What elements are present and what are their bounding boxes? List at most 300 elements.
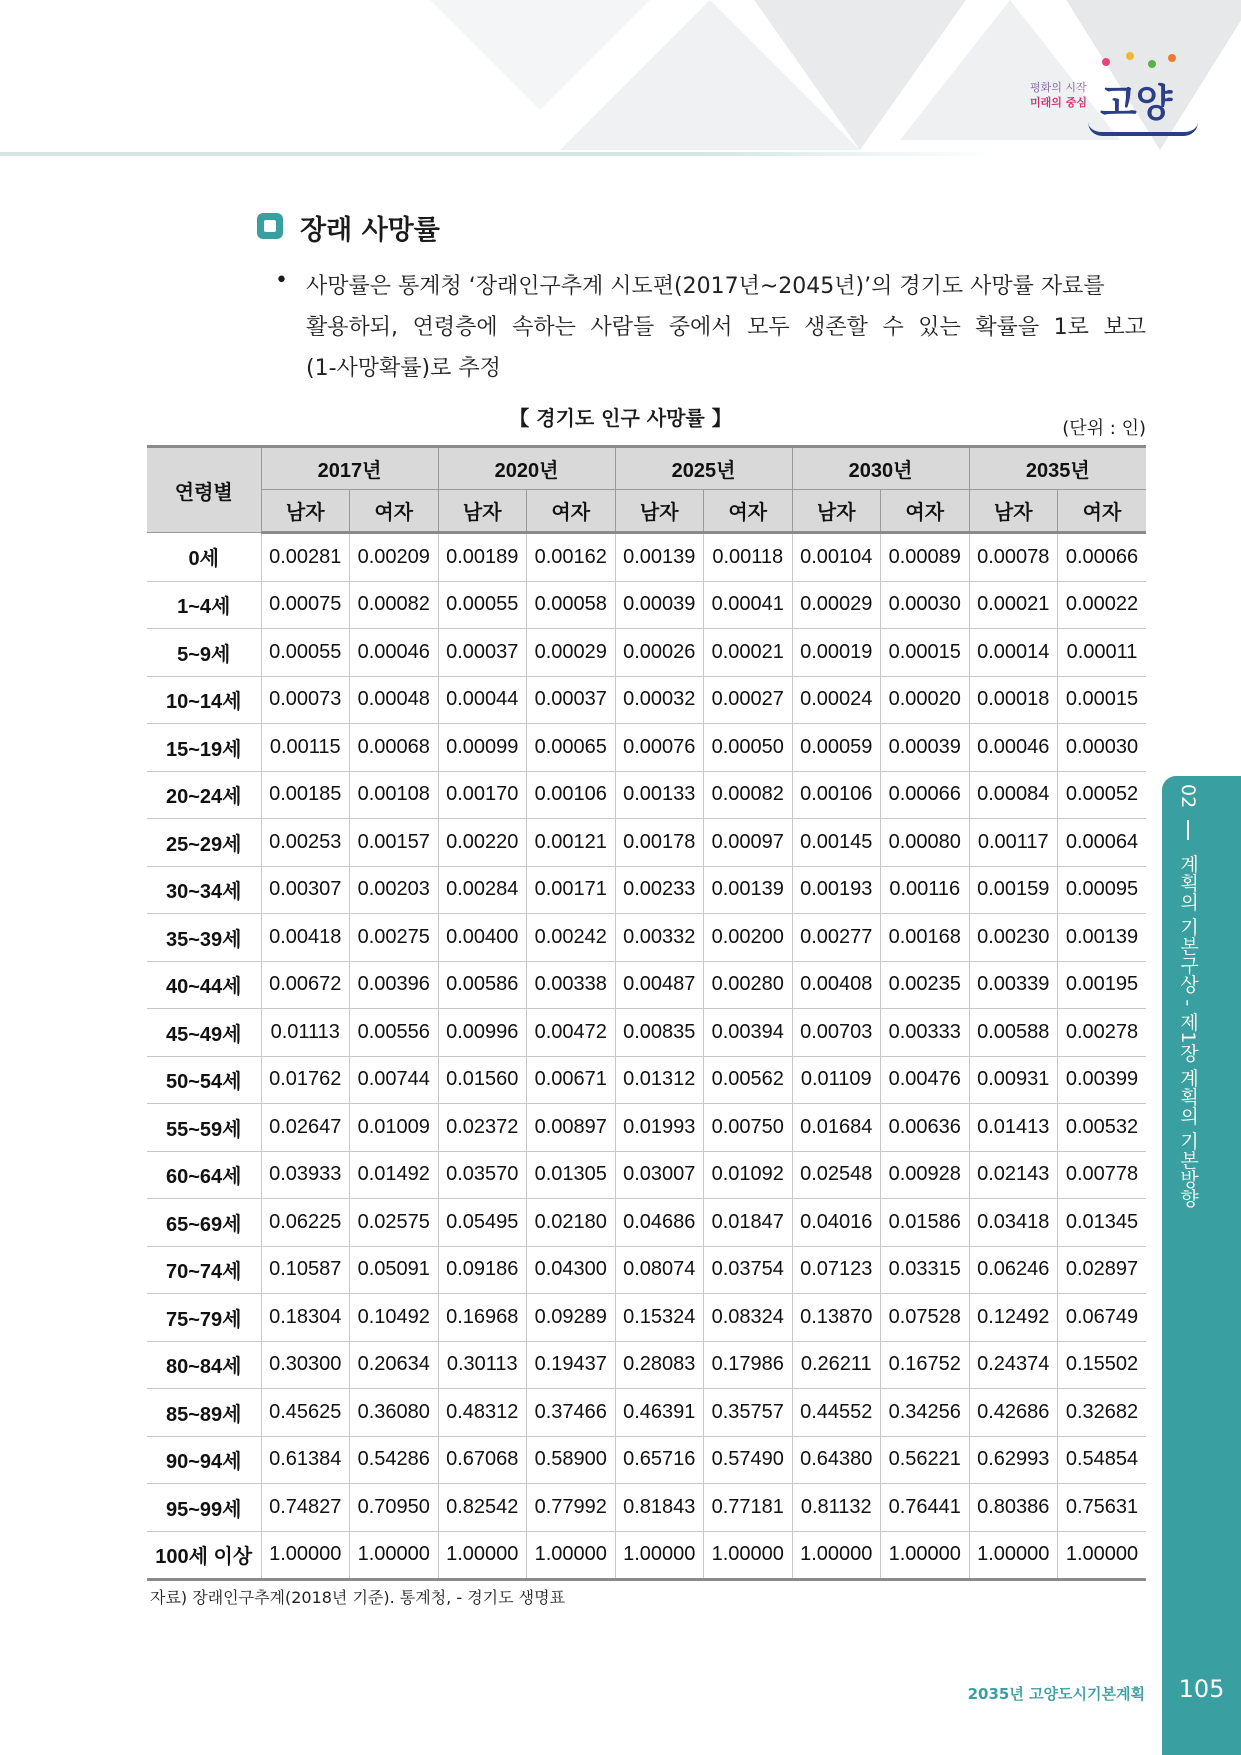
section-square-icon <box>257 213 283 239</box>
rate-cell: 0.56221 <box>881 1436 970 1484</box>
rate-cell: 0.00065 <box>527 724 616 772</box>
table-row <box>147 1389 1146 1437</box>
rate-cell: 0.03933 <box>261 1151 350 1199</box>
rate-cell: 0.00055 <box>261 629 350 677</box>
rate-cell: 0.03570 <box>438 1151 527 1199</box>
rate-cell: 0.77992 <box>527 1484 616 1532</box>
rate-cell: 0.00020 <box>881 676 970 724</box>
rate-cell: 0.00307 <box>261 866 350 914</box>
rate-cell: 0.54854 <box>1058 1436 1147 1484</box>
age-group-cell: 50~54세 <box>147 1056 261 1104</box>
rate-cell: 0.00280 <box>704 961 793 1009</box>
age-group-cell: 30~34세 <box>147 866 261 914</box>
rate-cell: 0.00029 <box>527 629 616 677</box>
page-number: 105 <box>1178 1675 1225 1703</box>
table-row <box>147 961 1146 1009</box>
rate-cell: 0.48312 <box>438 1389 527 1437</box>
table-row <box>147 914 1146 962</box>
table-subheader-row <box>147 490 1146 533</box>
rate-cell: 0.00099 <box>438 724 527 772</box>
rate-cell: 0.02647 <box>261 1104 350 1152</box>
rate-cell: 0.00636 <box>881 1104 970 1152</box>
rate-cell: 0.64380 <box>792 1436 881 1484</box>
rate-cell: 0.00064 <box>1058 819 1147 867</box>
rate-cell: 0.00030 <box>881 581 970 629</box>
rate-cell: 0.06749 <box>1058 1294 1147 1342</box>
rate-cell: 0.00024 <box>792 676 881 724</box>
rate-cell: 0.04016 <box>792 1199 881 1247</box>
rate-cell: 0.36080 <box>350 1389 439 1437</box>
rate-cell: 0.00078 <box>969 533 1058 582</box>
rate-cell: 0.76441 <box>881 1484 970 1532</box>
rate-cell: 0.12492 <box>969 1294 1058 1342</box>
rate-cell: 0.18304 <box>261 1294 350 1342</box>
rate-cell: 0.00394 <box>704 1009 793 1057</box>
table-row <box>147 581 1146 629</box>
rate-cell: 0.02897 <box>1058 1246 1147 1294</box>
age-group-cell: 5~9세 <box>147 629 261 677</box>
age-column-header: 연령별 <box>147 447 261 533</box>
rate-cell: 0.00139 <box>704 866 793 914</box>
rate-cell: 0.00277 <box>792 914 881 962</box>
rate-cell: 0.00076 <box>615 724 704 772</box>
rate-cell: 0.44552 <box>792 1389 881 1437</box>
rate-cell: 0.80386 <box>969 1484 1058 1532</box>
rate-cell: 0.00082 <box>350 581 439 629</box>
rate-cell: 0.02372 <box>438 1104 527 1152</box>
male-header: 남자 <box>438 490 527 533</box>
rate-cell: 0.00672 <box>261 961 350 1009</box>
rate-cell: 0.15324 <box>615 1294 704 1342</box>
rate-cell: 0.06225 <box>261 1199 350 1247</box>
rate-cell: 0.00703 <box>792 1009 881 1057</box>
rate-cell: 0.00333 <box>881 1009 970 1057</box>
rate-cell: 0.00281 <box>261 533 350 582</box>
rate-cell: 0.02575 <box>350 1199 439 1247</box>
year-header: 2025년 <box>615 447 792 490</box>
age-group-cell: 0세 <box>147 533 261 582</box>
rate-cell: 0.58900 <box>527 1436 616 1484</box>
rate-cell: 0.08324 <box>704 1294 793 1342</box>
rate-cell: 0.05495 <box>438 1199 527 1247</box>
rate-cell: 0.65716 <box>615 1436 704 1484</box>
rate-cell: 0.00139 <box>615 533 704 582</box>
table-unit: (단위 : 인) <box>1062 418 1146 439</box>
chapter-title: 계획의 기본구상 - 제1장 계획의 기본방향 <box>1177 854 1199 1208</box>
rate-cell: 0.00095 <box>1058 866 1147 914</box>
paragraph-line: (1-사망확률)로 추정 <box>306 356 501 381</box>
rate-cell: 1.00000 <box>615 1531 704 1580</box>
rate-cell: 0.00118 <box>704 533 793 582</box>
year-header: 2035년 <box>969 447 1146 490</box>
rate-cell: 0.61384 <box>261 1436 350 1484</box>
rate-cell: 0.00068 <box>350 724 439 772</box>
rate-cell: 0.07123 <box>792 1246 881 1294</box>
age-group-cell: 45~49세 <box>147 1009 261 1057</box>
table-row <box>147 771 1146 819</box>
rate-cell: 0.01413 <box>969 1104 1058 1152</box>
rate-cell: 0.00027 <box>704 676 793 724</box>
rate-cell: 0.00021 <box>704 629 793 677</box>
rate-cell: 0.00022 <box>1058 581 1147 629</box>
rate-cell: 0.01560 <box>438 1056 527 1104</box>
male-header: 남자 <box>261 490 350 533</box>
table-row <box>147 676 1146 724</box>
rate-cell: 0.05091 <box>350 1246 439 1294</box>
rate-cell: 0.00332 <box>615 914 704 962</box>
rate-cell: 0.01847 <box>704 1199 793 1247</box>
table-row <box>147 1436 1146 1484</box>
rate-cell: 0.00220 <box>438 819 527 867</box>
rate-cell: 0.09186 <box>438 1246 527 1294</box>
rate-cell: 0.01586 <box>881 1199 970 1247</box>
rate-cell: 0.00015 <box>881 629 970 677</box>
rate-cell: 0.00157 <box>350 819 439 867</box>
rate-cell: 0.00400 <box>438 914 527 962</box>
table-title: 【 경기도 인구 사망률 】 <box>509 406 732 430</box>
logo-dot <box>1148 60 1156 68</box>
rate-cell: 0.00032 <box>615 676 704 724</box>
rate-cell: 0.00897 <box>527 1104 616 1152</box>
rate-cell: 0.00106 <box>792 771 881 819</box>
rate-cell: 0.00253 <box>261 819 350 867</box>
logo-swoosh <box>1088 122 1198 136</box>
table-row <box>147 1199 1146 1247</box>
rate-cell: 0.01762 <box>261 1056 350 1104</box>
rate-cell: 0.00133 <box>615 771 704 819</box>
rate-cell: 0.00338 <box>527 961 616 1009</box>
rate-cell: 0.00418 <box>261 914 350 962</box>
rate-cell: 0.20634 <box>350 1341 439 1389</box>
table-row <box>147 1531 1146 1580</box>
rate-cell: 0.15502 <box>1058 1341 1147 1389</box>
rate-cell: 0.03315 <box>881 1246 970 1294</box>
logo-dot <box>1126 52 1134 60</box>
logo-brand-text: 고양 <box>1100 81 1172 125</box>
rate-cell: 0.81132 <box>792 1484 881 1532</box>
rate-cell: 0.00230 <box>969 914 1058 962</box>
rate-cell: 0.75631 <box>1058 1484 1147 1532</box>
rate-cell: 0.00159 <box>969 866 1058 914</box>
age-group-cell: 75~79세 <box>147 1294 261 1342</box>
rate-cell: 0.03754 <box>704 1246 793 1294</box>
rate-cell: 0.13870 <box>792 1294 881 1342</box>
rate-cell: 0.00139 <box>1058 914 1147 962</box>
logo-slogan-line1: 평화의 시작 <box>1030 81 1087 94</box>
rate-cell: 0.00193 <box>792 866 881 914</box>
rate-cell: 0.81843 <box>615 1484 704 1532</box>
rate-cell: 0.16752 <box>881 1341 970 1389</box>
rate-cell: 0.10587 <box>261 1246 350 1294</box>
rate-cell: 0.00026 <box>615 629 704 677</box>
rate-cell: 0.00744 <box>350 1056 439 1104</box>
rate-cell: 0.00029 <box>792 581 881 629</box>
table-row <box>147 533 1146 582</box>
rate-cell: 0.00073 <box>261 676 350 724</box>
rate-cell: 0.57490 <box>704 1436 793 1484</box>
rate-cell: 0.00532 <box>1058 1104 1147 1152</box>
age-group-cell: 1~4세 <box>147 581 261 629</box>
year-header: 2017년 <box>261 447 438 490</box>
rate-cell: 0.00018 <box>969 676 1058 724</box>
rate-cell: 1.00000 <box>792 1531 881 1580</box>
rate-cell: 1.00000 <box>261 1531 350 1580</box>
age-group-cell: 15~19세 <box>147 724 261 772</box>
rate-cell: 0.45625 <box>261 1389 350 1437</box>
rate-cell: 0.00233 <box>615 866 704 914</box>
rate-cell: 0.77181 <box>704 1484 793 1532</box>
rate-cell: 0.00472 <box>527 1009 616 1057</box>
rate-cell: 0.00052 <box>1058 771 1147 819</box>
rate-cell: 0.02180 <box>527 1199 616 1247</box>
table-row <box>147 629 1146 677</box>
female-header: 여자 <box>527 490 616 533</box>
rate-cell: 0.01113 <box>261 1009 350 1057</box>
table-row <box>147 1484 1146 1532</box>
logo-slogan <box>1030 80 1087 110</box>
rate-cell: 0.00588 <box>969 1009 1058 1057</box>
rate-cell: 0.08074 <box>615 1246 704 1294</box>
age-group-cell: 10~14세 <box>147 676 261 724</box>
rate-cell: 0.01109 <box>792 1056 881 1104</box>
rate-cell: 0.00015 <box>1058 676 1147 724</box>
age-group-cell: 40~44세 <box>147 961 261 1009</box>
description-paragraph <box>306 266 1146 389</box>
age-group-cell: 85~89세 <box>147 1389 261 1437</box>
rate-cell: 0.00089 <box>881 533 970 582</box>
rate-cell: 0.00121 <box>527 819 616 867</box>
rate-cell: 0.37466 <box>527 1389 616 1437</box>
rate-cell: 0.00048 <box>350 676 439 724</box>
rate-cell: 0.00014 <box>969 629 1058 677</box>
rate-cell: 0.03007 <box>615 1151 704 1199</box>
rate-cell: 0.00059 <box>792 724 881 772</box>
rate-cell: 0.26211 <box>792 1341 881 1389</box>
rate-cell: 0.04300 <box>527 1246 616 1294</box>
rate-cell: 0.34256 <box>881 1389 970 1437</box>
table-row <box>147 1246 1146 1294</box>
rate-cell: 0.00408 <box>792 961 881 1009</box>
rate-cell: 0.00487 <box>615 961 704 1009</box>
age-group-cell: 65~69세 <box>147 1199 261 1247</box>
rate-cell: 0.00835 <box>615 1009 704 1057</box>
rate-cell: 0.00055 <box>438 581 527 629</box>
rate-cell: 0.00106 <box>527 771 616 819</box>
rate-cell: 0.00931 <box>969 1056 1058 1104</box>
rate-cell: 0.07528 <box>881 1294 970 1342</box>
rate-cell: 0.00019 <box>792 629 881 677</box>
logo-dot <box>1102 58 1110 66</box>
rate-cell: 0.74827 <box>261 1484 350 1532</box>
rate-cell: 0.19437 <box>527 1341 616 1389</box>
year-header: 2020년 <box>438 447 615 490</box>
age-group-cell: 55~59세 <box>147 1104 261 1152</box>
rate-cell: 0.00235 <box>881 961 970 1009</box>
rate-cell: 0.00115 <box>261 724 350 772</box>
rate-cell: 0.02143 <box>969 1151 1058 1199</box>
rate-cell: 0.00168 <box>881 914 970 962</box>
rate-cell: 0.00046 <box>969 724 1058 772</box>
rate-cell: 0.00556 <box>350 1009 439 1057</box>
rate-cell: 0.00097 <box>704 819 793 867</box>
table-row <box>147 1056 1146 1104</box>
rate-cell: 0.70950 <box>350 1484 439 1532</box>
table-header-row <box>147 447 1146 490</box>
source-note: 자료) 장래인구추계(2018년 기준). 통계청, - 경기도 생명표 <box>150 1588 566 1607</box>
rate-cell: 0.00396 <box>350 961 439 1009</box>
rate-cell: 0.01092 <box>704 1151 793 1199</box>
rate-cell: 0.01305 <box>527 1151 616 1199</box>
rate-cell: 1.00000 <box>704 1531 793 1580</box>
rate-cell: 0.00050 <box>704 724 793 772</box>
rate-cell: 0.00928 <box>881 1151 970 1199</box>
rate-cell: 0.03418 <box>969 1199 1058 1247</box>
rate-cell: 0.06246 <box>969 1246 1058 1294</box>
rate-cell: 0.30300 <box>261 1341 350 1389</box>
rate-cell: 0.67068 <box>438 1436 527 1484</box>
goyang-logo <box>1030 50 1190 135</box>
paragraph-line: 사망률은 통계청 ‘장래인구추계 시도편(2017년~2045년)’의 경기도 사망률 자료를 <box>306 274 1105 299</box>
rate-cell: 0.00066 <box>881 771 970 819</box>
rate-cell: 0.00084 <box>969 771 1058 819</box>
female-header: 여자 <box>1058 490 1147 533</box>
chapter-divider <box>1187 820 1189 840</box>
rate-cell: 0.00339 <box>969 961 1058 1009</box>
rate-cell: 0.00037 <box>527 676 616 724</box>
rate-cell: 0.00058 <box>527 581 616 629</box>
rate-cell: 0.00039 <box>615 581 704 629</box>
age-group-cell: 70~74세 <box>147 1246 261 1294</box>
rate-cell: 0.17986 <box>704 1341 793 1389</box>
rate-cell: 0.32682 <box>1058 1389 1147 1437</box>
rate-cell: 0.00242 <box>527 914 616 962</box>
rate-cell: 0.01345 <box>1058 1199 1147 1247</box>
age-group-cell: 90~94세 <box>147 1436 261 1484</box>
rate-cell: 0.02548 <box>792 1151 881 1199</box>
rate-cell: 0.00778 <box>1058 1151 1147 1199</box>
rate-cell: 0.00041 <box>704 581 793 629</box>
female-header: 여자 <box>881 490 970 533</box>
rate-cell: 0.35757 <box>704 1389 793 1437</box>
age-group-cell: 95~99세 <box>147 1484 261 1532</box>
rate-cell: 0.42686 <box>969 1389 1058 1437</box>
header-divider <box>0 152 1000 156</box>
female-header: 여자 <box>350 490 439 533</box>
rate-cell: 0.00117 <box>969 819 1058 867</box>
rate-cell: 1.00000 <box>438 1531 527 1580</box>
rate-cell: 0.00066 <box>1058 533 1147 582</box>
rate-cell: 1.00000 <box>1058 1531 1147 1580</box>
rate-cell: 0.00200 <box>704 914 793 962</box>
table-row <box>147 1151 1146 1199</box>
paragraph-line: 활용하되, 연령층에 속하는 사람들 중에서 모두 생존할 수 있는 확률을 1로 보고 <box>306 315 1146 340</box>
footer-document-title: 2035년 고양도시기본계획 <box>967 1685 1145 1703</box>
rate-cell: 0.01993 <box>615 1104 704 1152</box>
rate-cell: 0.10492 <box>350 1294 439 1342</box>
rate-cell: 0.00037 <box>438 629 527 677</box>
male-header: 남자 <box>792 490 881 533</box>
rate-cell: 0.30113 <box>438 1341 527 1389</box>
year-header: 2030년 <box>792 447 969 490</box>
rate-cell: 0.00039 <box>881 724 970 772</box>
rate-cell: 0.00996 <box>438 1009 527 1057</box>
rate-cell: 0.00278 <box>1058 1009 1147 1057</box>
table-row <box>147 1294 1146 1342</box>
age-group-cell: 100세 이상 <box>147 1531 261 1580</box>
age-group-cell: 60~64세 <box>147 1151 261 1199</box>
rate-cell: 0.00170 <box>438 771 527 819</box>
rate-cell: 0.00171 <box>527 866 616 914</box>
rate-cell: 0.00082 <box>704 771 793 819</box>
table-row <box>147 724 1146 772</box>
rate-cell: 0.01312 <box>615 1056 704 1104</box>
section-title: 장래 사망률 <box>300 215 440 246</box>
rate-cell: 0.00021 <box>969 581 1058 629</box>
chapter-number: 02 <box>1177 784 1199 809</box>
rate-cell: 1.00000 <box>350 1531 439 1580</box>
male-header: 남자 <box>615 490 704 533</box>
rate-cell: 0.28083 <box>615 1341 704 1389</box>
rate-cell: 0.00030 <box>1058 724 1147 772</box>
table-row <box>147 1104 1146 1152</box>
rate-cell: 0.04686 <box>615 1199 704 1247</box>
chapter-side-label <box>1176 784 1202 1208</box>
rate-cell: 0.54286 <box>350 1436 439 1484</box>
age-group-cell: 20~24세 <box>147 771 261 819</box>
rate-cell: 0.00275 <box>350 914 439 962</box>
rate-cell: 0.00104 <box>792 533 881 582</box>
rate-cell: 0.00209 <box>350 533 439 582</box>
rate-cell: 0.00108 <box>350 771 439 819</box>
rate-cell: 0.00189 <box>438 533 527 582</box>
rate-cell: 0.24374 <box>969 1341 1058 1389</box>
rate-cell: 1.00000 <box>881 1531 970 1580</box>
rate-cell: 0.00562 <box>704 1056 793 1104</box>
table-row <box>147 1341 1146 1389</box>
rate-cell: 1.00000 <box>969 1531 1058 1580</box>
female-header: 여자 <box>704 490 793 533</box>
rate-cell: 0.62993 <box>969 1436 1058 1484</box>
table-row <box>147 866 1146 914</box>
rate-cell: 0.82542 <box>438 1484 527 1532</box>
rate-cell: 0.00075 <box>261 581 350 629</box>
table-body <box>147 533 1146 1580</box>
rate-cell: 0.00476 <box>881 1056 970 1104</box>
rate-cell: 0.00116 <box>881 866 970 914</box>
rate-cell: 0.16968 <box>438 1294 527 1342</box>
rate-cell: 1.00000 <box>527 1531 616 1580</box>
male-header: 남자 <box>969 490 1058 533</box>
rate-cell: 0.00046 <box>350 629 439 677</box>
rate-cell: 0.00284 <box>438 866 527 914</box>
age-group-cell: 25~29세 <box>147 819 261 867</box>
bullet-icon: • <box>275 268 288 293</box>
rate-cell: 0.00750 <box>704 1104 793 1152</box>
rate-cell: 0.00044 <box>438 676 527 724</box>
rate-cell: 0.00185 <box>261 771 350 819</box>
rate-cell: 0.00162 <box>527 533 616 582</box>
rate-cell: 0.00195 <box>1058 961 1147 1009</box>
age-group-cell: 80~84세 <box>147 1341 261 1389</box>
rate-cell: 0.01492 <box>350 1151 439 1199</box>
age-group-cell: 35~39세 <box>147 914 261 962</box>
rate-cell: 0.00671 <box>527 1056 616 1104</box>
rate-cell: 0.09289 <box>527 1294 616 1342</box>
mortality-table <box>147 445 1146 1581</box>
rate-cell: 0.00011 <box>1058 629 1147 677</box>
logo-slogan-line2: 미래의 중심 <box>1030 96 1087 109</box>
rate-cell: 0.46391 <box>615 1389 704 1437</box>
